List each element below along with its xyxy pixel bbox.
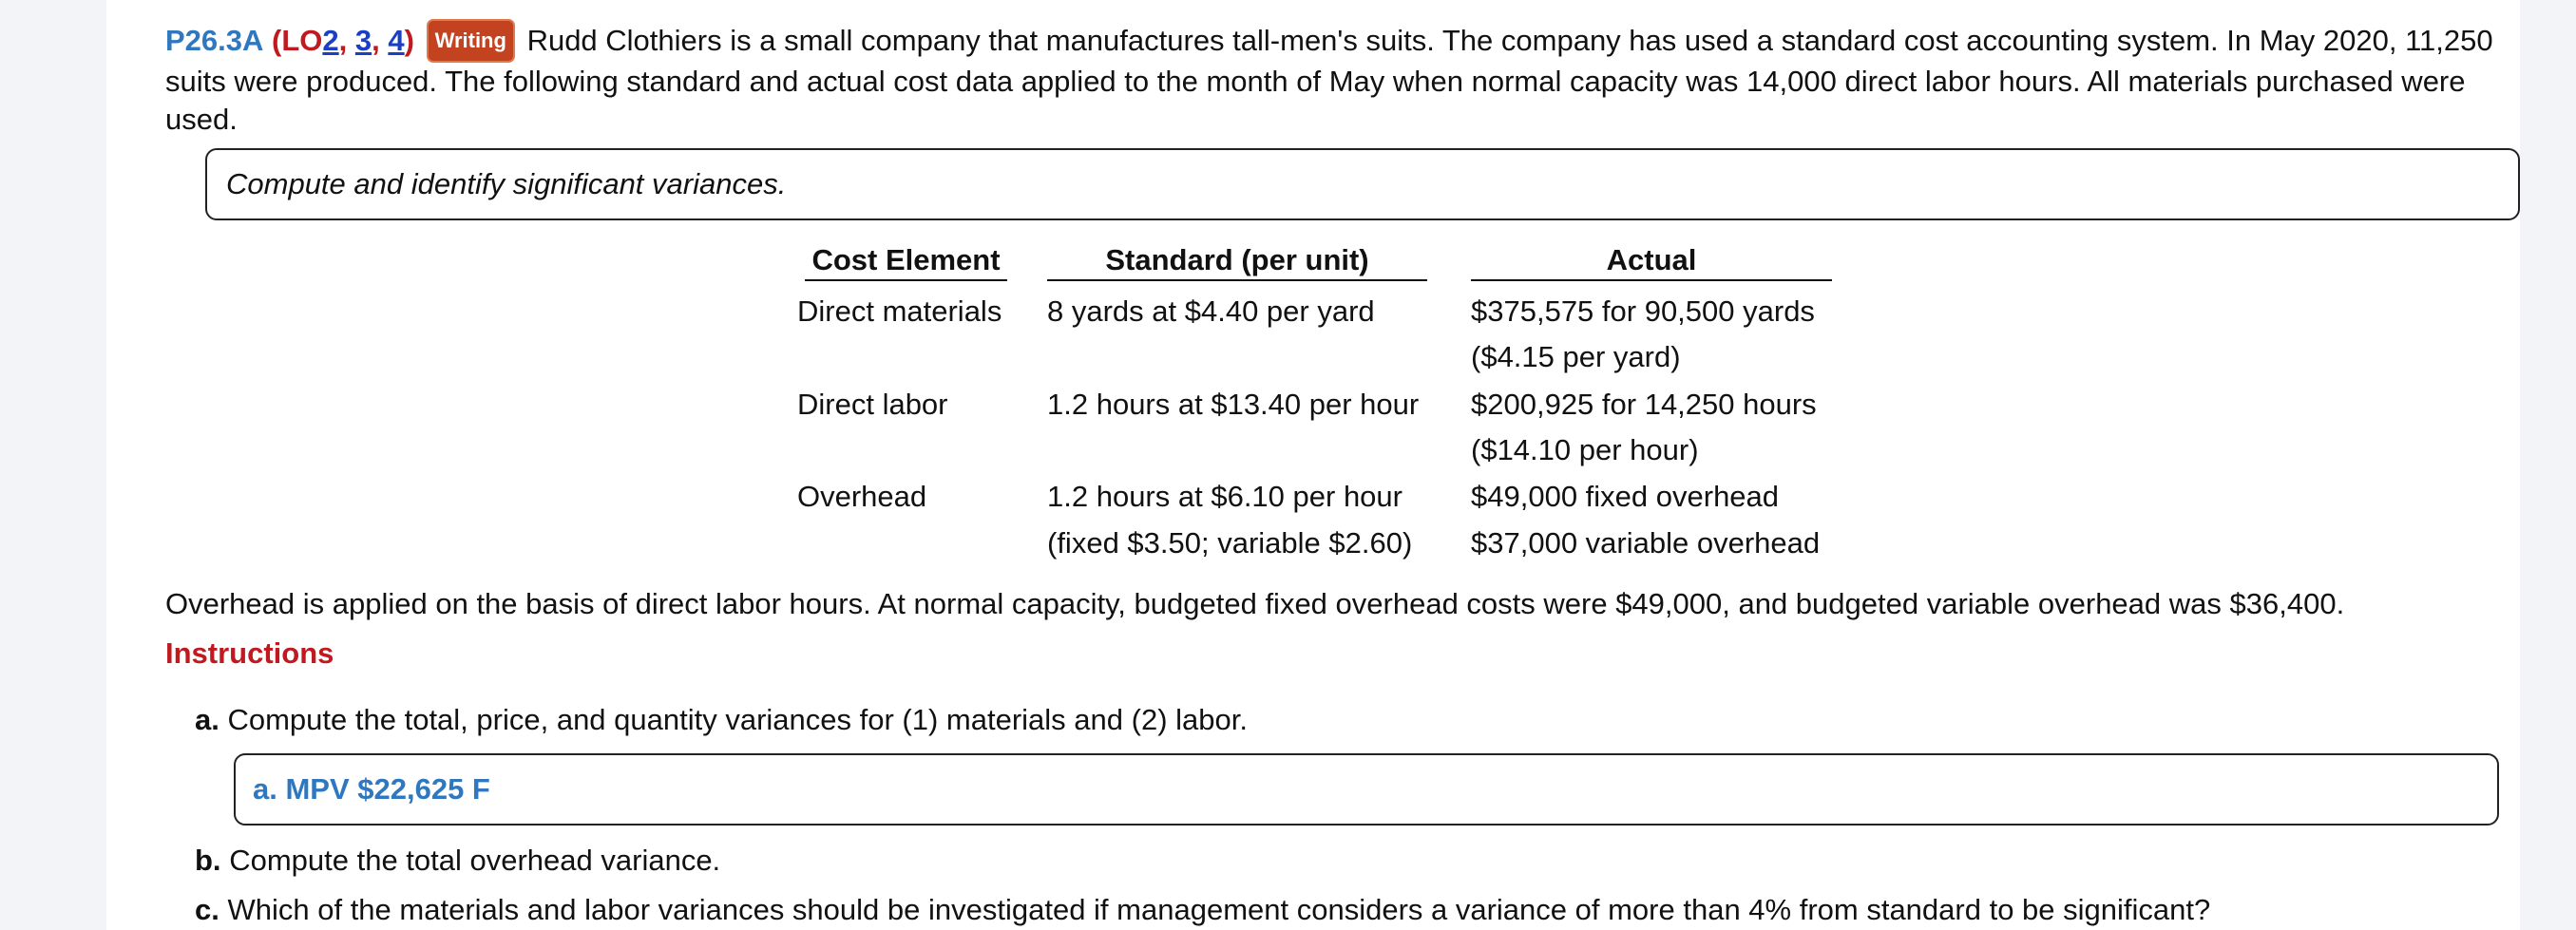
header-actual: Actual: [1471, 243, 1832, 281]
header-cost-element: Cost Element: [805, 243, 1007, 281]
row-labor-actual-2: ($14.10 per hour): [1471, 433, 1699, 466]
row-overhead-actual-2: $37,000 variable overhead: [1471, 526, 1821, 560]
question-a: [195, 703, 1248, 737]
lo-open: (LO: [272, 24, 323, 57]
question-b-letter: b.: [195, 844, 221, 877]
answer-text: a. MPV $22,625 F: [253, 772, 490, 806]
problem-id: P26.3A: [165, 24, 264, 57]
row-materials-actual-2: ($4.15 per yard): [1471, 340, 1681, 373]
textbook-page: [106, 0, 2520, 930]
row-overhead-standard-2: (fixed $3.50; variable $2.60): [1047, 526, 1413, 560]
question-c-text: Which of the materials and labor variances should be investigated if management considers a variance of more than 4% from standard to be significant?: [227, 893, 2211, 926]
row-overhead-element: Overhead: [797, 480, 927, 513]
writing-badge: Writing: [427, 19, 515, 63]
row-materials-standard: 8 yards at $4.40 per yard: [1047, 294, 1375, 328]
question-b: [195, 844, 720, 878]
prompt-text: Compute and identify significant variances.: [226, 167, 787, 200]
learning-objectives: (LO2, 3, 4): [272, 24, 414, 57]
question-b-text: Compute the total overhead variance.: [229, 844, 721, 877]
answer-box[interactable]: [234, 753, 2499, 826]
lo-link-4[interactable]: 4: [388, 24, 405, 57]
problem-statement: [165, 19, 2503, 139]
lo-close: ): [404, 24, 414, 57]
row-overhead-actual-1: $49,000 fixed overhead: [1471, 480, 1780, 513]
row-labor-element: Direct labor: [797, 388, 948, 421]
prompt-box: [205, 148, 2520, 220]
row-labor-actual-1: $200,925 for 14,250 hours: [1471, 388, 1817, 421]
lo-link-2[interactable]: 2: [322, 24, 339, 57]
row-overhead-standard-1: 1.2 hours at $6.10 per hour: [1047, 480, 1402, 513]
row-labor-standard: 1.2 hours at $13.40 per hour: [1047, 388, 1420, 421]
instructions-heading: Instructions: [165, 636, 334, 670]
problem-text: Rudd Clothiers is a small company that manufactures tall-men's suits. The company has used a standard cost accounting system. In May 2020, 11,250 suits were produced. The following standard and actual cost data applied to the month of May when normal capacity was 14,000 direct labor hours. All materials purchased were used.: [165, 24, 2493, 136]
overhead-note: Overhead is applied on the basis of direct labor hours. At normal capacity, budgeted fixed overhead costs were $49,000, and budgeted variable overhead was $36,400.: [165, 587, 2345, 620]
row-materials-actual-1: $375,575 for 90,500 yards: [1471, 294, 1815, 328]
question-c: [195, 893, 2210, 927]
question-a-text: Compute the total, price, and quantity variances for (1) materials and (2) labor.: [227, 703, 1248, 736]
question-a-letter: a.: [195, 703, 219, 736]
header-standard: Standard (per unit): [1047, 243, 1427, 281]
row-materials-element: Direct materials: [797, 294, 1002, 328]
lo-link-3[interactable]: 3: [354, 24, 372, 57]
question-c-letter: c.: [195, 893, 219, 926]
